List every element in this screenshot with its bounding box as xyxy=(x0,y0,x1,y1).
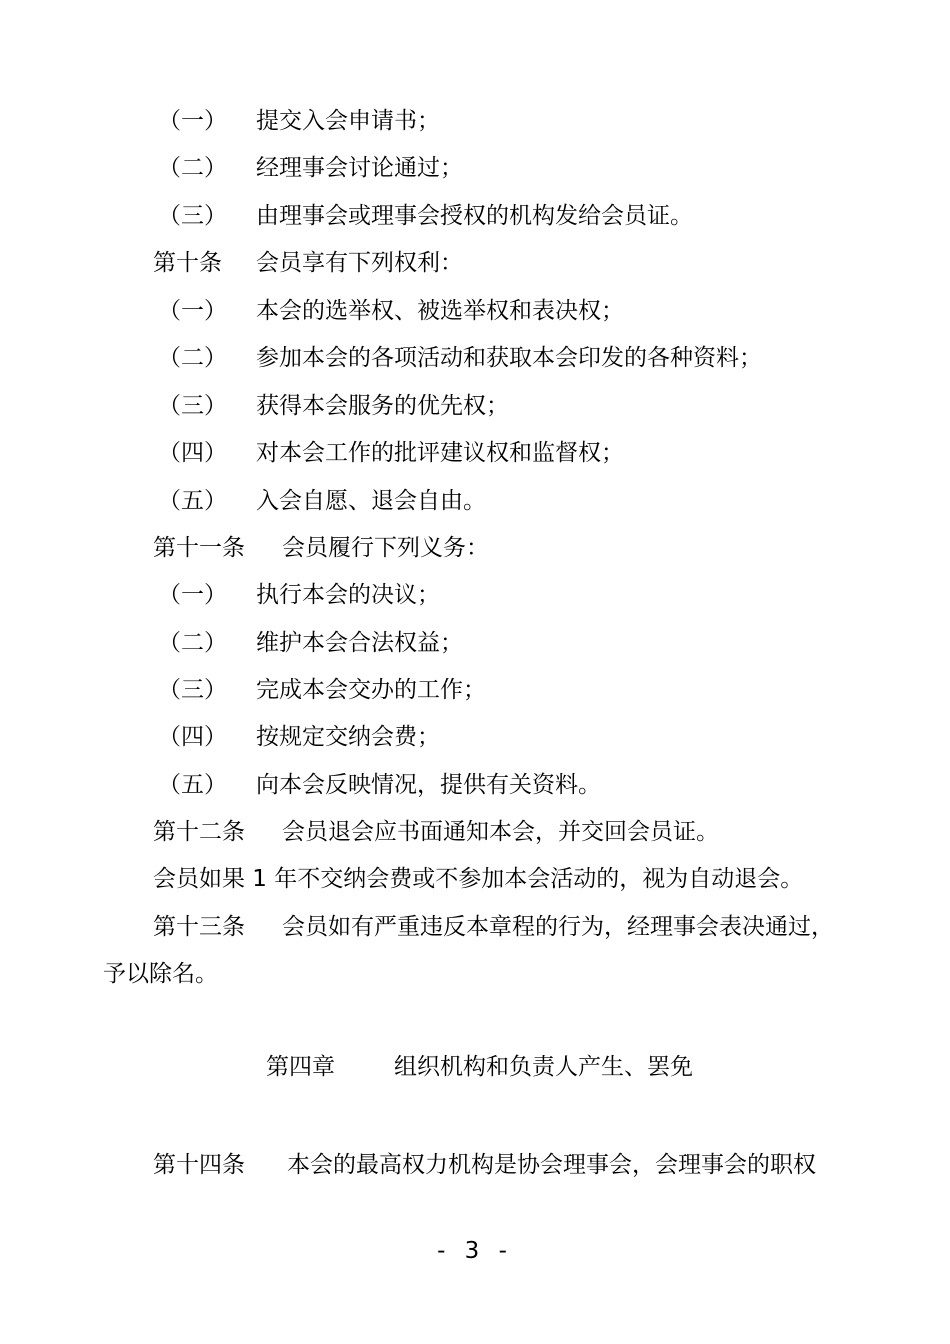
article-text: 会员退会应书面通知本会，并交回会员证。 xyxy=(282,819,719,845)
article-label: 第十二条 xyxy=(153,819,245,845)
item-text: 执行本会的决议； xyxy=(256,582,440,608)
item-text: 入会自愿、退会自由。 xyxy=(256,488,486,514)
item-label: （三） xyxy=(158,677,227,703)
paragraph-continuation: 予以除名。 xyxy=(103,961,218,987)
article-label: 第十条 xyxy=(153,250,222,276)
item-label: （一） xyxy=(158,582,227,608)
article-text: 本会的最高权力机构是协会理事会，会理事会的职权 xyxy=(287,1152,816,1178)
item-text: 由理事会或理事会授权的机构发给会员证。 xyxy=(256,203,693,229)
item-label: （五） xyxy=(158,488,227,514)
item-label: （三） xyxy=(158,203,227,229)
article-text: 会员履行下列义务： xyxy=(282,535,489,561)
chapter-label: 第四章 xyxy=(266,1054,335,1080)
item-text: 获得本会服务的优先权； xyxy=(256,393,509,419)
item-label: （三） xyxy=(158,393,227,419)
item-text: 参加本会的各项活动和获取本会印发的各种资料； xyxy=(256,345,762,371)
article-label: 第十一条 xyxy=(153,535,245,561)
chapter-title: 组织机构和负责人产生、罢免 xyxy=(394,1054,693,1080)
item-label: （一） xyxy=(158,108,227,134)
article-label: 第十三条 xyxy=(153,914,245,940)
item-label: （一） xyxy=(158,298,227,324)
item-label: （二） xyxy=(158,630,227,656)
item-text: 完成本会交办的工作； xyxy=(256,677,486,703)
item-text: 按规定交纳会费； xyxy=(256,724,440,750)
paragraph: 会员如果 1 年不交纳会费或不参加本会活动的，视为自动退会。 xyxy=(153,866,804,892)
item-label: （四） xyxy=(158,440,227,466)
item-text: 对本会工作的批评建议权和监督权； xyxy=(256,440,624,466)
item-label: （二） xyxy=(158,155,227,181)
item-text: 维护本会合法权益； xyxy=(256,630,463,656)
item-text: 本会的选举权、被选举权和表决权； xyxy=(256,298,624,324)
article-label: 第十四条 xyxy=(153,1152,245,1178)
item-label: （四） xyxy=(158,724,227,750)
item-text: 提交入会申请书； xyxy=(256,108,440,134)
item-label: （五） xyxy=(158,772,227,798)
item-text: 向本会反映情况，提供有关资料。 xyxy=(256,772,601,798)
item-text: 经理事会讨论通过； xyxy=(256,155,463,181)
item-label: （二） xyxy=(158,345,227,371)
article-text: 会员享有下列权利： xyxy=(256,250,463,276)
page-number: - 3 - xyxy=(437,1238,513,1264)
article-text: 会员如有严重违反本章程的行为，经理事会表决通过， xyxy=(282,914,834,940)
